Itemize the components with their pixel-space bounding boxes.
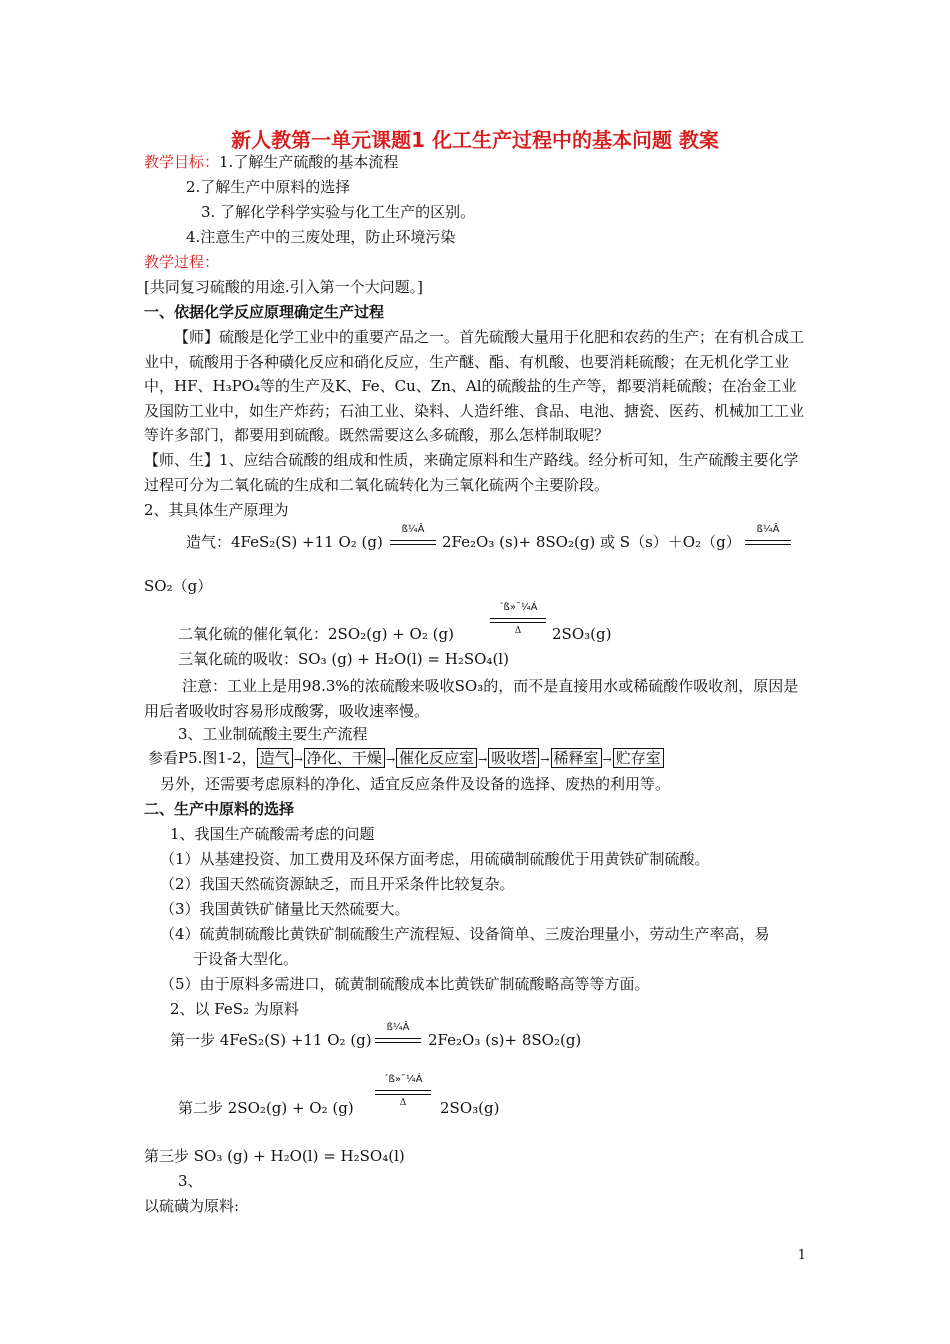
question-3-text: 以硫磺为原料: [144, 1197, 240, 1215]
eq2-delta: Δ [514, 626, 522, 636]
eq2-left: 二氧化硫的催化氧化：2SO₂(g) + O₂ (g) [178, 625, 454, 643]
eq1-condition: ß¼Â [401, 524, 425, 535]
section-2-heading: 二、生产中原料的选择 [144, 800, 295, 818]
step1-condition: ß¼Â [386, 1022, 410, 1033]
flow-step-6: 贮存室 [613, 748, 664, 768]
step1-left: 第一步 4FeS₂(S) +11 O₂ (g) [170, 1031, 372, 1049]
arrow-right-icon: → [540, 753, 550, 766]
step3: 第三步 SO₃ (g) + H₂O(l) = H₂SO₄(l) [144, 1147, 405, 1165]
review-line: [共同复习硫酸的用途.引入第一个大问题。] [144, 278, 423, 296]
flow-ref: 参看P5.图1-2， [148, 749, 257, 767]
flow-step-5: 稀释室 [551, 748, 602, 768]
point-1: （1）从基建投资、加工费用及环保方面考虑，用硫磺制硫酸优于用黄铁矿制硫酸。 [160, 850, 710, 868]
process-label: 教学过程： [144, 253, 220, 271]
eq1-condition-2: ß¼Â [756, 524, 780, 535]
principle-line: 2、其具体生产原理为 [144, 501, 289, 519]
goal-2: 2.了解生产中原料的选择 [186, 178, 351, 196]
flow-step-3: 催化反应室 [396, 748, 477, 768]
goal-4: 4.注意生产中的三废处理，防止环境污染 [186, 228, 456, 246]
also-line: 另外，还需要考虑原料的净化、适宜反应条件及设备的选择、废热的利用等。 [160, 775, 671, 793]
arrow-right-icon: → [293, 753, 303, 766]
goals-label: 教学目标： [144, 153, 220, 171]
page-number: 1 [797, 1248, 806, 1263]
point-4b: 于设备大型化。 [193, 950, 299, 968]
flow-title: 3、工业制硫酸主要生产流程 [178, 725, 368, 743]
eq1-left: 造气：4FeS₂(S) +11 O₂ (g) [186, 533, 383, 551]
question-1: 1、我国生产硫酸需考虑的问题 [170, 825, 375, 843]
step2-right: 2SO₃(g) [440, 1099, 500, 1117]
step2-condition: ´ß»¯¼Á [383, 1074, 423, 1085]
eq3: 三氧化硫的吸收：SO₃ (g) + H₂O(l) = H₂SO₄(l) [178, 650, 509, 668]
document-title: 新人教第一单元课题1 化工生产过程中的基本问题 教案 [231, 128, 719, 152]
step2-delta: Δ [399, 1098, 407, 1108]
goal-1: 1.了解生产硫酸的基本流程 [219, 153, 399, 171]
eq2-right: 2SO₃(g) [552, 625, 612, 643]
arrow-right-icon: → [385, 753, 396, 766]
teacher-paragraph: 【师】硫酸是化学工业中的重要产品之一。首先硫酸大量用于化肥和农药的生产；在有机合成工业中，硫酸用于各种磺化反应和硝化反应，生产醚、酯、有机酸、也要消耗硫酸；在无机化学工业中，HF、H₃PO₄等的生产及K、Fe、Cu、Zn、Al的硫酸盐的生产等，都要消耗硫酸；在冶金工业及国防工业中，如生产炸药；石油工业、染料、人造纤维、食品、电池、搪瓷、医药、机械加工工业等许多部门，都要用到硫酸。既然需要这么多硫酸，那么怎样制取呢？ [144, 328, 805, 444]
point-5: （5）由于原料多需进口，硫黄制硫酸成本比黄铁矿制硫酸略高等等方面。 [160, 975, 650, 993]
point-2: （2）我国天然硫资源缺乏，而且开采条件比较复杂。 [160, 875, 515, 893]
question-2: 2、以 FeS₂ 为原料 [170, 1000, 299, 1018]
eq2-condition: ´ß»¯¼Á [498, 602, 538, 613]
note-paragraph: 注意：工业上是用98.3%的浓硫酸来吸收SO₃的，而不是直接用水或稀硫酸作吸收剂，原因是用后者吸收时容易形成酸雾，吸收速率慢。 [144, 677, 799, 720]
step1-right: 2Fe₂O₃ (s)+ 8SO₂(g) [428, 1031, 582, 1049]
goal-3: 3. 了解化学科学实验与化工生产的区别。 [201, 203, 476, 221]
step2-left: 第二步 2SO₂(g) + O₂ (g) [178, 1099, 354, 1117]
arrow-right-icon: → [478, 753, 488, 766]
goals-line-1 [144, 152, 398, 172]
flow-step-2: 净化、干燥 [304, 748, 385, 768]
question-3: 3、 [178, 1172, 203, 1190]
arrow-right-icon: → [602, 753, 612, 766]
section-1-heading: 一、依据化学反应原理确定生产过程 [144, 303, 385, 321]
point-3: （3）我国黄铁矿储量比天然硫要大。 [160, 900, 410, 918]
flow-step-1: 造气 [257, 748, 293, 768]
teacher-student-paragraph: 【师、生】1、应结合硫酸的组成和性质，来确定原料和生产路线。经分析可知，生产硫酸主要化学过程可分为二氧化硫的生成和二氧化硫转化为三氧化硫两个主要阶段。 [144, 451, 799, 494]
eq1-product: SO₂（g） [144, 577, 213, 595]
flow-step-4: 吸收塔 [488, 748, 539, 768]
point-4a: （4）硫黄制硫酸比黄铁矿制硫酸生产流程短、设备简单、三废治理量小，劳动生产率高，易 [160, 925, 770, 943]
eq1-right: 2Fe₂O₃ (s)+ 8SO₂(g) 或 S（s）＋O₂（g） [442, 533, 741, 551]
flow-row [148, 748, 664, 770]
